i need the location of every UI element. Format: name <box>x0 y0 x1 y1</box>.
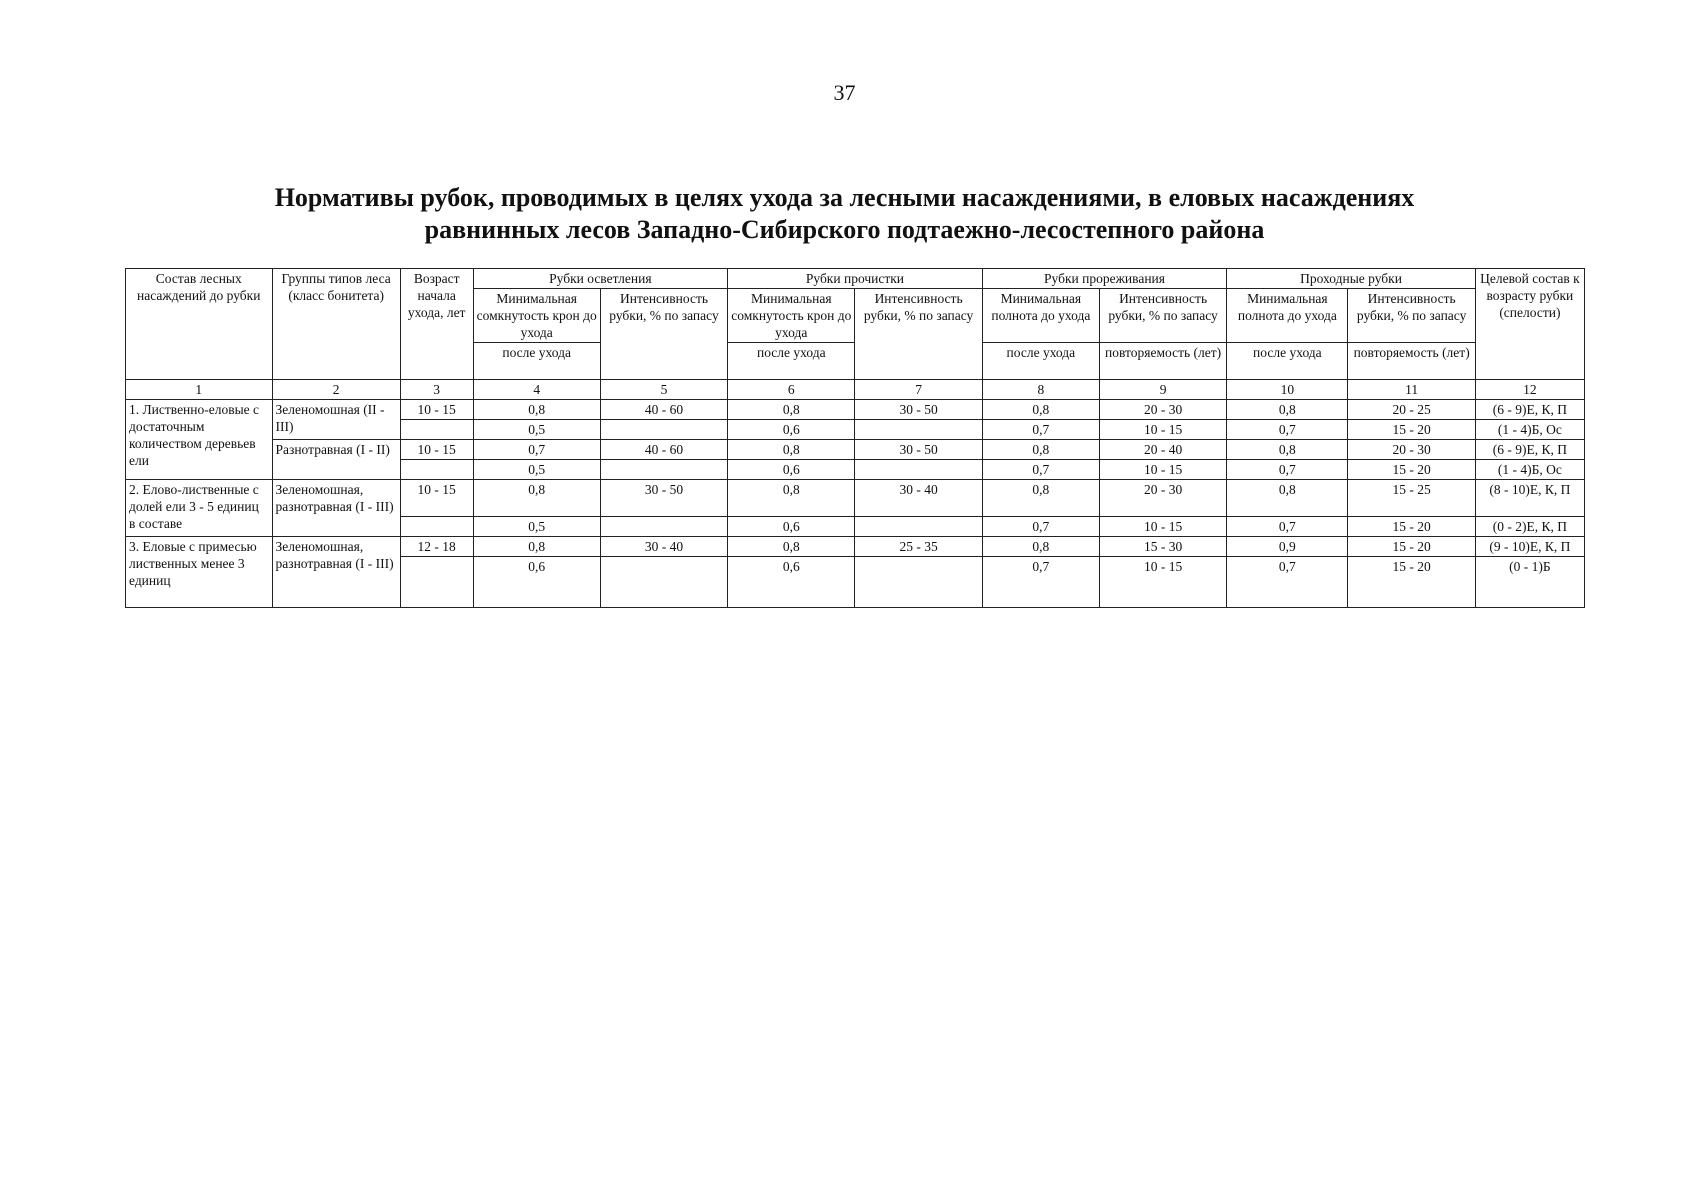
page-number: 37 <box>833 80 856 105</box>
cell-value: 30 - 40 <box>600 537 727 557</box>
header-proch-after: после ухода <box>728 343 855 380</box>
cell-value: 15 - 20 <box>1348 460 1475 480</box>
cell-value: 10 - 15 <box>400 400 473 420</box>
cell-value: 0,5 <box>473 460 600 480</box>
cell-value: 0,8 <box>1227 480 1348 517</box>
cell-value <box>600 460 727 480</box>
cell-composition: 3. Еловые с примесью лиственных менее 3 единиц <box>126 537 273 608</box>
norms-table <box>125 268 1585 608</box>
header-forest-type: Группы типов леса (класс бонитета) <box>272 269 400 380</box>
cell-value <box>600 557 727 608</box>
header-prorezh-after: после ухода <box>982 343 1099 380</box>
header-osv-intensity: Интенсивность рубки, % по запасу <box>600 289 727 380</box>
cell-value: 30 - 50 <box>600 480 727 517</box>
cell-value: 12 - 18 <box>400 537 473 557</box>
header-prohod-intensity: Интенсивность рубки, % по запасу <box>1348 289 1475 343</box>
cell-value: 0,8 <box>728 440 855 460</box>
column-number: 5 <box>600 380 727 400</box>
cell-value: 0,8 <box>982 537 1099 557</box>
cell-value: 20 - 25 <box>1348 400 1475 420</box>
cell-value: 30 - 40 <box>855 480 982 517</box>
cell-target: (1 - 4)Б, Ос <box>1475 420 1584 440</box>
cell-value: 0,8 <box>473 537 600 557</box>
header-prohod-min-fullness: Минимальная полнота до ухода <box>1227 289 1348 343</box>
header-osv-after: после ухода <box>473 343 600 380</box>
cell-value: 0,8 <box>728 537 855 557</box>
table-row <box>126 480 1585 517</box>
cell-value: 25 - 35 <box>855 537 982 557</box>
cell-value <box>855 420 982 440</box>
cell-value: 0,7 <box>1227 420 1348 440</box>
cell-value: 10 - 15 <box>1099 517 1226 537</box>
cell-value: 15 - 20 <box>1348 557 1475 608</box>
cell-value: 0,7 <box>1227 517 1348 537</box>
cell-value: 0,8 <box>982 400 1099 420</box>
cell-value <box>400 557 473 608</box>
table-row <box>126 400 1585 420</box>
header-group-prochistki: Рубки прочистки <box>728 269 983 289</box>
cell-value <box>855 557 982 608</box>
cell-value: 30 - 50 <box>855 400 982 420</box>
header-group-osvetleniya: Рубки осветления <box>473 269 728 289</box>
cell-value: 0,8 <box>473 480 600 517</box>
cell-value: 0,5 <box>473 420 600 440</box>
cell-value: 0,7 <box>473 440 600 460</box>
column-number: 1 <box>126 380 273 400</box>
column-number: 6 <box>728 380 855 400</box>
header-group-prohodnye: Проходные рубки <box>1227 269 1476 289</box>
cell-value: 10 - 15 <box>1099 460 1226 480</box>
cell-value: 15 - 20 <box>1348 517 1475 537</box>
page-title <box>0 182 1689 246</box>
header-prohod-repeat: повторяемость (лет) <box>1348 343 1475 380</box>
cell-value: 0,8 <box>1227 400 1348 420</box>
column-number: 4 <box>473 380 600 400</box>
cell-value <box>600 420 727 440</box>
cell-value: 15 - 20 <box>1348 537 1475 557</box>
header-prohod-after: после ухода <box>1227 343 1348 380</box>
cell-target: (1 - 4)Б, Ос <box>1475 460 1584 480</box>
cell-composition: 2. Елово-лиственные с долей ели 3 - 5 единиц в составе <box>126 480 273 537</box>
cell-value: 15 - 30 <box>1099 537 1226 557</box>
cell-value: 0,7 <box>982 460 1099 480</box>
cell-forest-type: Разнотравная (I - II) <box>272 440 400 480</box>
cell-value: 0,6 <box>728 420 855 440</box>
column-number: 7 <box>855 380 982 400</box>
column-number: 3 <box>400 380 473 400</box>
column-number: 2 <box>272 380 400 400</box>
cell-value: 40 - 60 <box>600 440 727 460</box>
cell-value: 40 - 60 <box>600 400 727 420</box>
cell-value: 0,7 <box>982 557 1099 608</box>
header-composition: Состав лесных насаждений до рубки <box>126 269 273 380</box>
cell-value: 0,8 <box>982 480 1099 517</box>
cell-value: 0,7 <box>982 517 1099 537</box>
table-row <box>126 440 1585 460</box>
cell-value: 0,6 <box>728 517 855 537</box>
cell-value <box>855 517 982 537</box>
cell-target: (0 - 2)Е, К, П <box>1475 517 1584 537</box>
column-number-row <box>126 380 1585 400</box>
cell-composition: 1. Лиственно-еловые с достаточным количеством деревьев ели <box>126 400 273 480</box>
cell-forest-type: Зеленомошная, разнотравная (I - III) <box>272 537 400 608</box>
cell-value: 0,7 <box>1227 460 1348 480</box>
cell-value: 0,8 <box>1227 440 1348 460</box>
header-start-age: Возраст начала ухода, лет <box>400 269 473 380</box>
cell-value <box>400 517 473 537</box>
cell-target: (6 - 9)Е, К, П <box>1475 440 1584 460</box>
header-prorezh-intensity: Интенсивность рубки, % по запасу <box>1099 289 1226 343</box>
header-osv-min-density: Минимальная сомкнутость крон до ухода <box>473 289 600 343</box>
title-line-1: Нормативы рубок, проводимых в целях ухода за лесными насаждениями, в еловых насаждениях <box>274 183 1415 212</box>
cell-value: 10 - 15 <box>400 480 473 517</box>
cell-value: 0,8 <box>728 400 855 420</box>
cell-value: 0,6 <box>728 557 855 608</box>
header-prorezh-repeat: повторяемость (лет) <box>1099 343 1226 380</box>
cell-target: (6 - 9)Е, К, П <box>1475 400 1584 420</box>
cell-target: (9 - 10)Е, К, П <box>1475 537 1584 557</box>
header-proch-intensity: Интенсивность рубки, % по запасу <box>855 289 982 380</box>
cell-value: 15 - 20 <box>1348 420 1475 440</box>
cell-value: 30 - 50 <box>855 440 982 460</box>
cell-value: 20 - 30 <box>1099 400 1226 420</box>
cell-target: (8 - 10)Е, К, П <box>1475 480 1584 517</box>
cell-target: (0 - 1)Б <box>1475 557 1584 608</box>
cell-value: 0,8 <box>473 400 600 420</box>
cell-value: 0,7 <box>982 420 1099 440</box>
column-number: 9 <box>1099 380 1226 400</box>
header-target-composition: Целевой состав к возрасту рубки (спелости) <box>1475 269 1584 380</box>
cell-value: 10 - 15 <box>1099 557 1226 608</box>
cell-value: 20 - 30 <box>1348 440 1475 460</box>
column-number: 8 <box>982 380 1099 400</box>
cell-value: 20 - 40 <box>1099 440 1226 460</box>
column-number: 10 <box>1227 380 1348 400</box>
cell-value: 0,8 <box>982 440 1099 460</box>
cell-value: 0,8 <box>728 480 855 517</box>
cell-forest-type: Зеленомошная, разнотравная (I - III) <box>272 480 400 537</box>
cell-value <box>400 460 473 480</box>
cell-value: 20 - 30 <box>1099 480 1226 517</box>
cell-value: 0,7 <box>1227 557 1348 608</box>
header-proch-min-density: Минимальная сомкнутость крон до ухода <box>728 289 855 343</box>
cell-value: 10 - 15 <box>400 440 473 460</box>
header-group-prorezhivaniya: Рубки прореживания <box>982 269 1227 289</box>
cell-value: 15 - 25 <box>1348 480 1475 517</box>
cell-value: 0,6 <box>473 557 600 608</box>
title-line-2: равнинных лесов Западно-Сибирского подтаежно-лесостепного района <box>424 215 1265 244</box>
cell-forest-type: Зеленомошная (II - III) <box>272 400 400 440</box>
column-number: 11 <box>1348 380 1475 400</box>
column-number: 12 <box>1475 380 1584 400</box>
cell-value: 10 - 15 <box>1099 420 1226 440</box>
cell-value: 0,6 <box>728 460 855 480</box>
header-row-1 <box>126 269 1585 289</box>
cell-value <box>855 460 982 480</box>
cell-value <box>600 517 727 537</box>
table-row <box>126 537 1585 557</box>
cell-value: 0,9 <box>1227 537 1348 557</box>
cell-value: 0,5 <box>473 517 600 537</box>
header-prorezh-min-fullness: Минимальная полнота до ухода <box>982 289 1099 343</box>
cell-value <box>400 420 473 440</box>
